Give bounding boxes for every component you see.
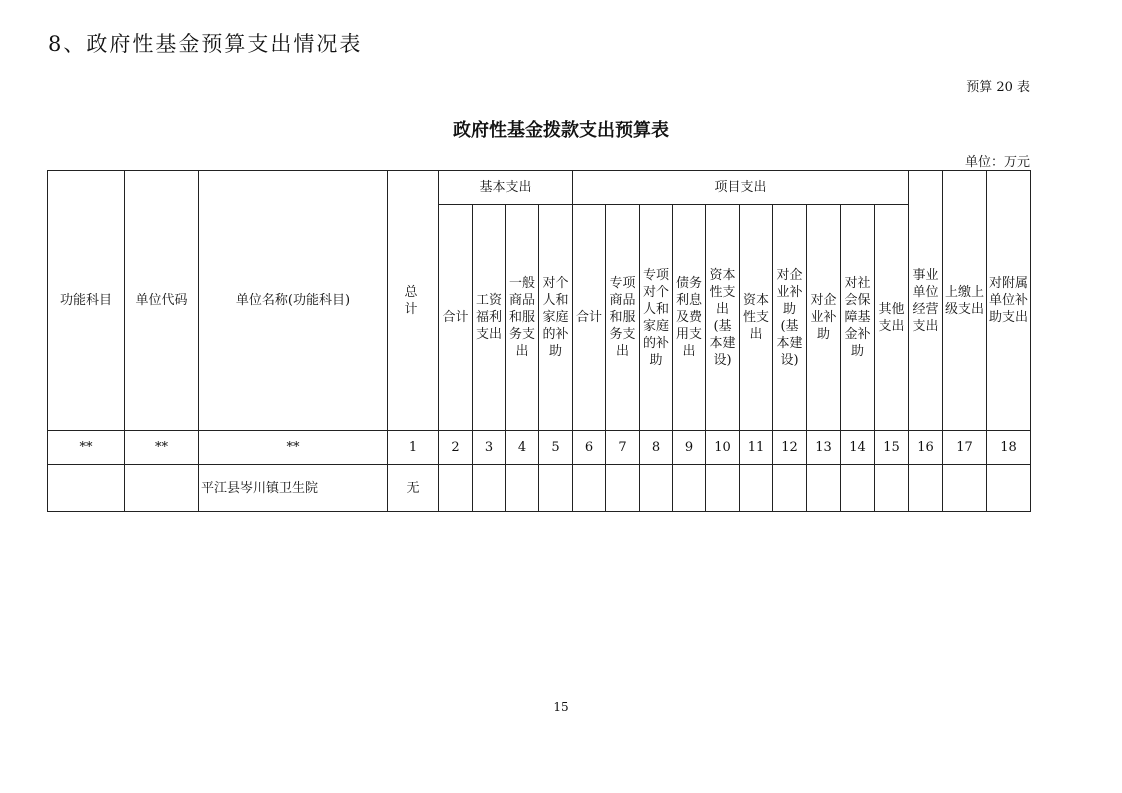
header-row-groups xyxy=(48,171,1031,205)
header-col-text: 资本性支出(基本建设) xyxy=(709,267,736,368)
header-col-text: 专项对个人和家庭的补助 xyxy=(643,267,670,368)
cell-value xyxy=(773,465,807,512)
cell-value xyxy=(706,465,740,512)
cell-value xyxy=(439,465,473,512)
header-col-text: 债务利息及费用支出 xyxy=(676,276,703,359)
cell-total: 无 xyxy=(388,465,439,512)
index-cell: 6 xyxy=(573,431,606,465)
cell-value xyxy=(875,465,909,512)
index-cell: 1 xyxy=(388,431,439,465)
index-cell: 3 xyxy=(473,431,506,465)
cell-unit-code xyxy=(125,465,199,512)
cell-value xyxy=(506,465,539,512)
header-col-text: 对附属单位补助支出 xyxy=(989,276,1029,325)
header-col-text: 资本性支出 xyxy=(743,293,770,342)
cell-func-subject xyxy=(48,465,125,512)
header-func-subject: 功能科目 xyxy=(48,171,125,431)
header-col-text: 上缴上级支出 xyxy=(945,284,985,317)
header-basic-goods-services xyxy=(506,205,539,431)
header-unit-code: 单位代码 xyxy=(125,171,199,431)
header-basic-household-subsidy xyxy=(539,205,573,431)
header-col-text: 对企业补助(基本建设) xyxy=(776,267,803,368)
cell-value xyxy=(606,465,640,512)
header-project-household-subsidy xyxy=(640,205,673,431)
cell-value xyxy=(640,465,673,512)
header-col-text: 事业单位经营支出 xyxy=(912,267,939,334)
index-cell: 4 xyxy=(506,431,539,465)
header-basic-group: 基本支出 xyxy=(439,171,573,205)
index-cell: ** xyxy=(199,431,388,465)
cell-value xyxy=(740,465,773,512)
header-project-group: 项目支出 xyxy=(573,171,909,205)
header-project-social-security xyxy=(841,205,875,431)
index-cell: 9 xyxy=(673,431,706,465)
header-col-text: 对企业补助 xyxy=(810,293,837,342)
table-row xyxy=(48,465,1031,512)
index-cell: ** xyxy=(48,431,125,465)
header-project-enterprise xyxy=(807,205,841,431)
header-col-text: 对社会保障基金补助 xyxy=(844,276,871,359)
index-cell: ** xyxy=(125,431,199,465)
header-basic-total xyxy=(439,205,473,431)
header-project-capital-construction xyxy=(706,205,740,431)
header-project-enterprise-construction xyxy=(773,205,807,431)
index-cell: 17 xyxy=(943,431,987,465)
header-unit-name: 单位名称(功能科目) xyxy=(199,171,388,431)
cell-unit-name: 平江县岑川镇卫生院 xyxy=(199,465,388,512)
header-total: 总计 xyxy=(388,171,439,431)
page-number: 15 xyxy=(553,700,569,714)
cell-value xyxy=(573,465,606,512)
index-cell: 7 xyxy=(606,431,640,465)
header-col-text: 合计 xyxy=(576,310,603,325)
index-cell: 15 xyxy=(875,431,909,465)
index-cell: 14 xyxy=(841,431,875,465)
index-cell: 11 xyxy=(740,431,773,465)
cell-value xyxy=(943,465,987,512)
header-basic-salary xyxy=(473,205,506,431)
index-cell: 5 xyxy=(539,431,573,465)
index-row xyxy=(48,431,1031,465)
header-remit-upper xyxy=(943,171,987,431)
cell-value xyxy=(987,465,1031,512)
form-number: 预算 20 表 xyxy=(966,80,1030,95)
cell-value xyxy=(673,465,706,512)
cell-value xyxy=(841,465,875,512)
table-title: 政府性基金拨款支出预算表 xyxy=(453,120,669,141)
cell-value xyxy=(473,465,506,512)
section-title: 8、政府性基金预算支出情况表 xyxy=(48,32,363,56)
index-cell: 18 xyxy=(987,431,1031,465)
index-cell: 2 xyxy=(439,431,473,465)
header-col-text: 工资福利支出 xyxy=(475,293,502,342)
header-project-total xyxy=(573,205,606,431)
index-cell: 12 xyxy=(773,431,807,465)
header-project-debt-interest xyxy=(673,205,706,431)
header-col-text: 对个人和家庭的补助 xyxy=(542,276,569,359)
index-cell: 8 xyxy=(640,431,673,465)
header-col-text: 一般商品和服务支出 xyxy=(508,276,535,359)
budget-table xyxy=(47,170,1031,512)
index-cell: 16 xyxy=(909,431,943,465)
unit-label: 单位：万元 xyxy=(964,155,1030,170)
header-project-other xyxy=(875,205,909,431)
index-cell: 13 xyxy=(807,431,841,465)
header-public-unit-operation xyxy=(909,171,943,431)
header-col-text: 专项商品和服务支出 xyxy=(609,276,636,359)
header-col-text: 合计 xyxy=(442,310,469,325)
header-project-goods-services xyxy=(606,205,640,431)
index-cell: 10 xyxy=(706,431,740,465)
header-col-text: 其他支出 xyxy=(878,301,905,334)
cell-value xyxy=(909,465,943,512)
header-project-capital xyxy=(740,205,773,431)
cell-value xyxy=(807,465,841,512)
header-subsidiary-subsidy xyxy=(987,171,1031,431)
cell-value xyxy=(539,465,573,512)
